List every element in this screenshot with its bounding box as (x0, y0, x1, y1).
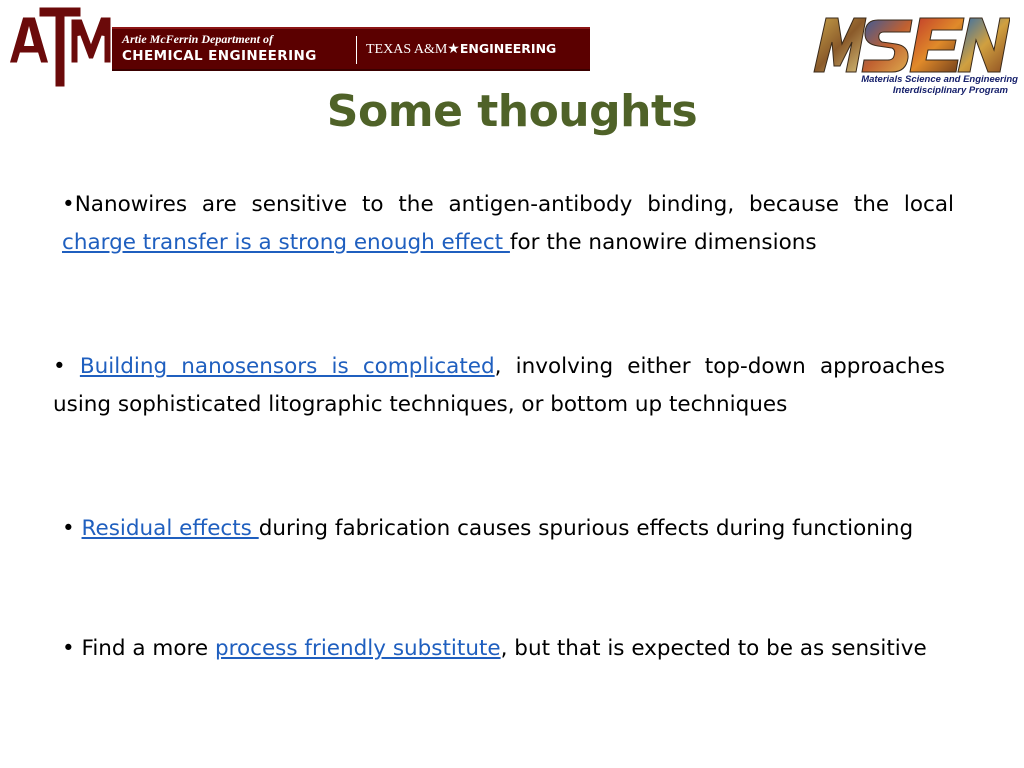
bullet-text-pre: Nanowires are sensitive to the antigen-antibody binding, because the local (74, 192, 954, 217)
department-name-line1: Artie McFerrin Department of (122, 32, 274, 46)
charge-transfer-link[interactable]: charge transfer is a strong enough effect (62, 229, 510, 255)
slide-title: Some thoughts (326, 86, 698, 137)
tamu-atm-logo-icon (4, 2, 116, 94)
tamu-department-strip (112, 27, 590, 71)
bullet-marker: • (62, 636, 82, 661)
strip-divider (356, 36, 357, 64)
process-friendly-substitute-link[interactable]: process friendly substitute (214, 636, 501, 661)
bullet-text-post: , involving either top-down approaches using sophisticated litographic techniques, or bottom up techniques (53, 354, 945, 417)
bullet-text-post: , but that is expected to be as sensitive (500, 636, 927, 661)
tamu-logo-box (0, 0, 110, 100)
bullet-item (53, 348, 945, 423)
bullet-text-post: during fabrication causes spurious effects during functioning (258, 516, 914, 541)
bullet-marker: • (62, 516, 82, 541)
star-icon: ★ (447, 42, 460, 57)
bullet-marker: • (53, 354, 80, 379)
msen-caption-line2: Interdisciplinary Program (892, 85, 1008, 96)
department-name-line2: CHEMICAL ENGINEERING (122, 48, 317, 64)
texas-am-engineering-wordmark (366, 41, 556, 58)
building-nanosensors-link[interactable]: Building nanosensors is complicated (79, 354, 495, 379)
bullet-marker: • (62, 192, 75, 217)
residual-effects-link[interactable]: Residual effects (81, 516, 259, 541)
bullet-item (62, 630, 954, 668)
tamu-chemical-engineering-banner (0, 0, 590, 100)
msen-logo-letters-icon (812, 16, 1010, 74)
bullet-text-pre: Find a more (81, 636, 215, 661)
bullet-item (62, 510, 954, 548)
bullet-item (62, 186, 954, 261)
bullet-text-post: for the nanowire dimensions (509, 229, 817, 255)
engineering-text: ENGINEERING (459, 41, 557, 56)
texas-am-text: TEXAS A&M (366, 42, 448, 57)
msen-caption-line1: Materials Science and Engineering (861, 74, 1018, 85)
